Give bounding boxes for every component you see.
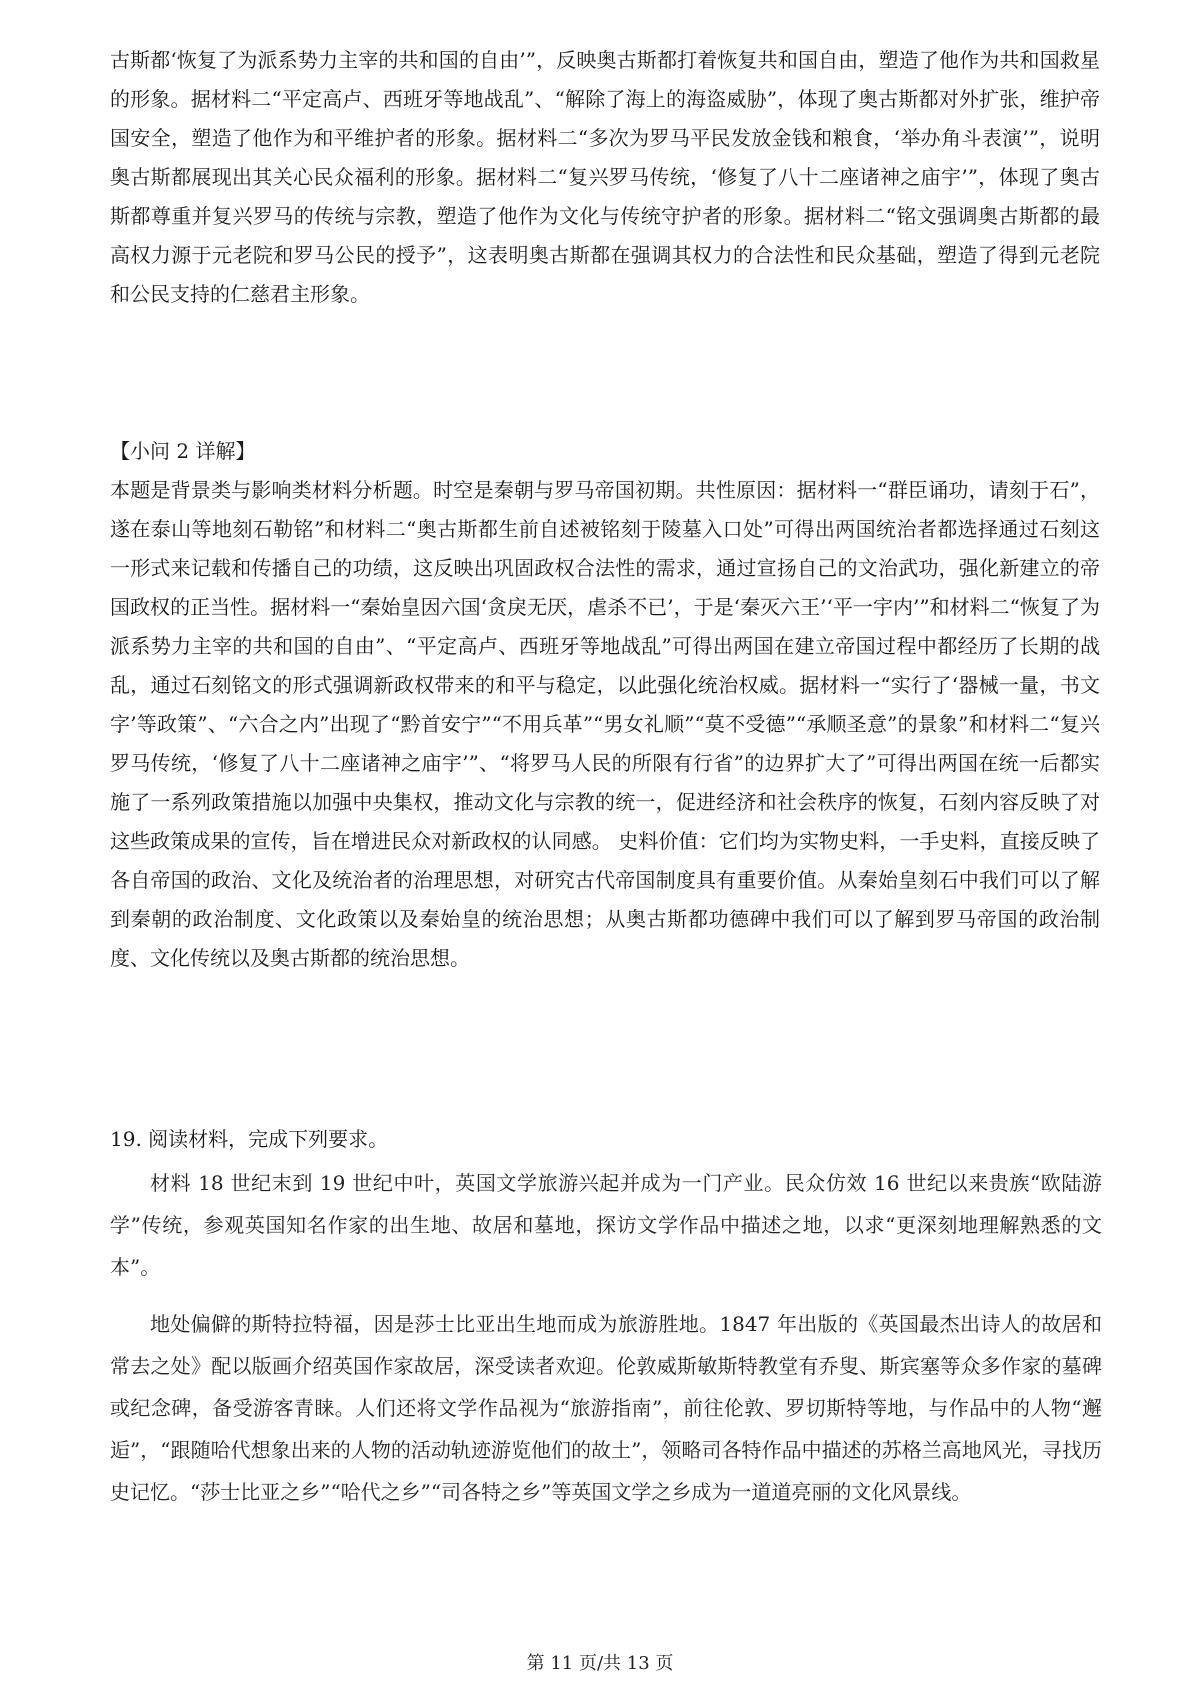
section-label-q2-explanation: 【小问 2 详解】 xyxy=(110,439,256,463)
question-19-heading: 19. 阅读材料，完成下列要求。 xyxy=(110,1127,389,1151)
material-paragraph-2: 地处偏僻的斯特拉特福，因是莎士比亚出生地而成为旅游胜地。1847 年出版的《英国最杰出诗人的故居和常去之处》配以版画介绍英国作家故居，深受读者欢迎。伦敦威斯敏斯特教堂有乔叟、斯宾塞等众多作家的墓碑或纪念碑，备受游客青睐。人们还将文学作品视为“旅游指南”，前往伦敦、罗切斯特等地，与作品中的人物“邂逅”，“跟随哈代想象出来的人物的活动轨迹游览他们的故土”，领略司各特作品中描述的苏格兰高地风光，寻找历史记忆。“莎士比亚之乡”“哈代之乡”“司各特之乡”等英国文学之乡成为一道道亮丽的文化风景线。 xyxy=(110,1312,1102,1504)
answer-paragraph-q2: 本题是背景类与影响类材料分析题。时空是秦朝与罗马帝国初期。共性原因：据材料一“群臣诵功，请刻于石”，遂在泰山等地刻石勒铭”和材料二“奥古斯都生前自述被铭刻于陵墓入口处”可得出两国统治者都选择通过石刻这一形式来记载和传播自己的功绩，这反映出巩固政权合法性的需求，通过宣扬自己的文治武功，强化新建立的帝国政权的正当性。据材料一“秦始皇因六国‘贪戾无厌，虐杀不已’，于是‘秦灭六王’‘平一宇内’”和材料二“恢复了为派系势力主宰的共和国的自由”、“平定高卢、西班牙等地战乱”可得出两国在建立帝国过程中都经历了长期的战乱，通过石刻铭文的形式强调新政权带来的和平与稳定，以此强化统治权威。据材料一“实行了‘器械一量，书文字’等政策”、“六合之内”出现了“黔首安宁”“不用兵革”“男女礼顺”“莫不受德”“承顺圣意”的景象”和材料二“复兴罗马传统，‘修复了八十二座诸神之庙宇’”、“将罗马人民的所限有行省”的边界扩大了”可得出两国在统一后都实施了一系列政策措施以加强中央集权，推动文化与宗教的统一，促进经济和社会秩序的恢复，石刻内容反映了对这些政策成果的宣传，旨在增进民众对新政权的认同感。 史料价值：它们均为实物史料，一手史料，直接反映了各自帝国的政治、文化及统治者的治理思想，对研究古代帝国制度具有重要价值。从秦始皇刻石中我们可以了解到秦朝的政治制度、文化政策以及秦始皇的统治思想；从奥古斯都功德碑中我们可以了解到罗马帝国的政治制度、文化传统以及奥古斯都的统治思想。 xyxy=(110,478,1100,970)
answer-paragraph-q1-continuation: 古斯都‘恢复了为派系势力主宰的共和国的自由’”，反映奥古斯都打着恢复共和国自由，塑造了他作为共和国救星的形象。据材料二“平定高卢、西班牙等地战乱”、“解除了海上的海盗威胁”，体现了奥古斯都对外扩张，维护帝国安全，塑造了他作为和平维护者的形象。据材料二“多次为罗马平民发放金钱和粮食，‘举办角斗表演’”，说明奥古斯都展现出其关心民众福利的形象。据材料二“复兴罗马传统，‘修复了八十二座诸神之庙宇’”，体现了奥古斯都尊重并复兴罗马的传统与宗教，塑造了他作为文化与传统守护者的形象。据材料二“铭文强调奥古斯都的最高权力源于元老院和罗马公民的授予”，这表明奥古斯都在强调其权力的合法性和民众基础，塑造了得到元老院和公民支持的仁慈君主形象。 xyxy=(110,48,1100,306)
page-number-footer: 第 11 页/共 13 页 xyxy=(526,1653,674,1674)
material-paragraph-1: 材料 18 世纪末到 19 世纪中叶，英国文学旅游兴起并成为一门产业。民众仿效 16 世纪以来贵族“欧陆游学”传统，参观英国知名作家的出生地、故居和墓地，探访文学作品中描述之地，以求“更深刻地理解熟悉的文本”。 xyxy=(110,1171,1102,1279)
